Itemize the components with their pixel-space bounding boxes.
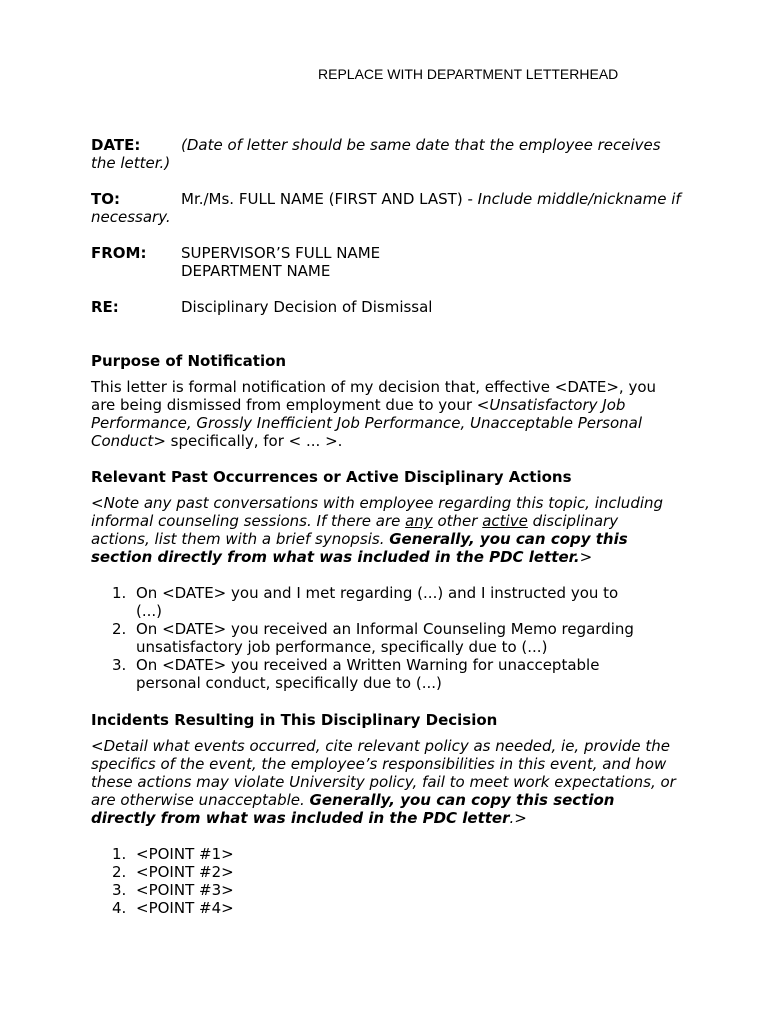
- incidents-text-1: <Detail what events occurred, cite relevant policy as needed, ie, provide the specifics of the event, the employee’s responsibilities in this event, and how these actions may violate University policy, fail to meet work expectations, or are otherwise unacceptable.: [91, 737, 676, 809]
- past-bold-note: Generally, you can copy this section directly from what was included in the PDC letter.: [91, 530, 628, 566]
- purpose-text-italic: <Unsatisfactory Job Performance, Grossly Inefficient Job Performance, Unacceptable Personal Conduct>: [91, 396, 643, 450]
- past-text-4: >: [579, 548, 593, 566]
- from-department-name: DEPARTMENT NAME: [181, 262, 331, 280]
- list-item: [91, 620, 636, 656]
- to-note: Include middle/nickname if necessary.: [91, 190, 681, 226]
- list-item-number: 1.: [112, 845, 127, 863]
- incidents-heading: Incidents Resulting in This Disciplinary Decision: [91, 711, 498, 729]
- from-line: [91, 244, 681, 280]
- to-line: [91, 190, 681, 226]
- list-item-text: <POINT #3>: [136, 881, 234, 899]
- from-label: FROM:: [91, 244, 147, 262]
- list-item: [91, 584, 636, 620]
- date-line: [91, 136, 681, 172]
- re-line: [91, 298, 681, 316]
- past-text-2: other: [432, 512, 483, 530]
- list-item-text: On <DATE> you received a Written Warning for unacceptable personal conduct, specifically due to (...): [136, 656, 600, 692]
- incidents-paragraph: [91, 737, 681, 827]
- list-item-number: 1.: [112, 584, 127, 602]
- incidents-bold-note: Generally, you can copy this section directly from what was included in the PDC letter: [91, 791, 615, 827]
- past-list: [91, 584, 636, 692]
- re-label: RE:: [91, 298, 119, 316]
- date-value: (Date of letter should be same date that the employee receives the letter.): [91, 136, 661, 172]
- past-paragraph: [91, 494, 681, 566]
- past-text-1: <Note any past conversations with employee regarding this topic, including informal counseling sessions. If there are: [91, 494, 664, 530]
- re-value: Disciplinary Decision of Dismissal: [181, 298, 433, 316]
- list-item-text: <POINT #4>: [136, 899, 234, 917]
- purpose-heading: Purpose of Notification: [91, 352, 287, 370]
- past-heading: Relevant Past Occurrences or Active Disciplinary Actions: [91, 468, 572, 486]
- purpose-paragraph: [91, 378, 681, 450]
- to-label: TO:: [91, 190, 120, 208]
- past-text-3: disciplinary actions, list them with a brief synopsis.: [91, 512, 619, 548]
- list-item-text: On <DATE> you and I met regarding (...) and I instructed you to (...): [136, 584, 619, 620]
- list-item: [91, 899, 681, 917]
- list-item-text: <POINT #2>: [136, 863, 234, 881]
- list-item: [91, 656, 636, 692]
- list-item: [91, 881, 681, 899]
- list-item-number: 4.: [112, 899, 127, 917]
- list-item-text: On <DATE> you received an Informal Counseling Memo regarding unsatisfactory job performance, specifically due to (...): [136, 620, 634, 656]
- purpose-text-1: This letter is formal notification of my decision that, effective <DATE>, you are being dismissed from employment due to your: [91, 378, 657, 414]
- list-item-number: 3.: [112, 656, 127, 674]
- to-value: Mr./Ms. FULL NAME (FIRST AND LAST) -: [181, 190, 478, 208]
- list-item-number: 3.: [112, 881, 127, 899]
- list-item: [91, 845, 681, 863]
- list-item-number: 2.: [112, 620, 127, 638]
- date-label: DATE:: [91, 136, 141, 154]
- past-underline-any: any: [405, 512, 433, 530]
- past-underline-active: active: [482, 512, 528, 530]
- list-item: [91, 863, 681, 881]
- from-supervisor-name: SUPERVISOR’S FULL NAME: [181, 244, 381, 262]
- incidents-list: [91, 845, 681, 917]
- list-item-text: <POINT #1>: [136, 845, 234, 863]
- list-item-number: 2.: [112, 863, 127, 881]
- incidents-text-2: .>: [509, 809, 527, 827]
- purpose-text-2: specifically, for < ... >.: [165, 432, 343, 450]
- letterhead-placeholder: REPLACE WITH DEPARTMENT LETTERHEAD: [318, 66, 619, 82]
